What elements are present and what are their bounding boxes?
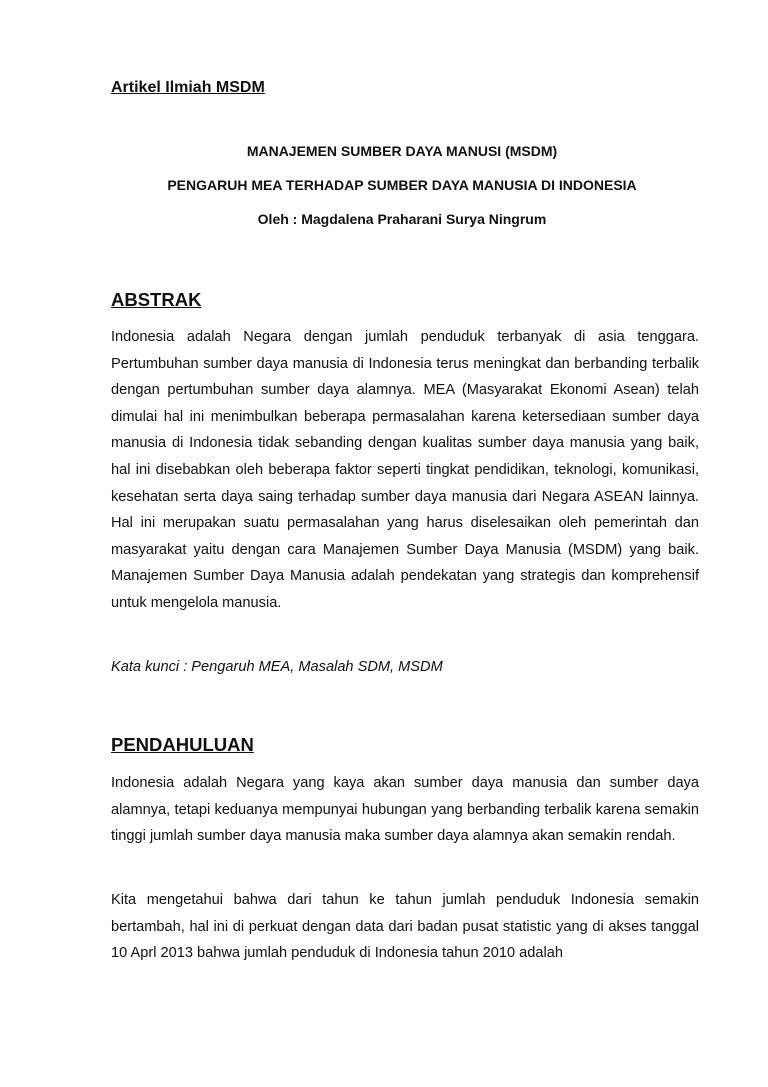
document-heading: PENGARUH MEA TERHADAP SUMBER DAYA MANUSIA DI INDONESIA (167, 177, 637, 193)
author-line: Oleh : Magdalena Praharani Surya Ningrum (257, 211, 547, 227)
document-subtitle: MANAJEMEN SUMBER DAYA MANUSI (MSDM) (246, 143, 558, 159)
introduction-paragraph-2: Kita mengetahui bahwa dari tahun ke tahun jumlah penduduk Indonesia semakin bertambah, hal ini di perkuat dengan data dari badan pusat statistic yang di akses tanggal 10 Aprl 2013 bahwa jumlah penduduk di Indonesia tahun 2010 adalah (111, 892, 699, 962)
abstract-heading: ABSTRAK (111, 289, 202, 310)
document-title: Artikel Ilmiah MSDM (111, 79, 265, 96)
abstract-body: Indonesia adalah Negara dengan jumlah penduduk terbanyak di asia tenggara. Pertumbuhan sumber daya manusia di Indonesia terus meningkat dan berbanding terbalik dengan pertumbuhan sumber daya alamnya. MEA (Masyarakat Ekonomi Asean) telah dimulai hal ini menimbulkan beberapa permasalahan karena ketersediaan sumber daya manusia di Indonesia tidak sebanding dengan kualitas sumber daya manusia yang baik, hal ini disebabkan oleh beberapa faktor seperti tingkat pendidikan, teknologi, komunikasi, kesehatan serta daya saing terhadap sumber daya manusia dari Negara ASEAN lainnya. Hal ini merupakan suatu permasalahan yang harus diselesaikan oleh pemerintah dan masyarakat yaitu dengan cara Manajemen Sumber Daya Manusia (MSDM) yang baik. Manajemen Sumber Daya Manusia adalah pendekatan yang strategis dan komprehensif untuk mengelola manusia. (111, 329, 699, 611)
introduction-heading: PENDAHULUAN (111, 734, 254, 755)
keywords-line: Kata kunci : Pengaruh MEA, Masalah SDM, MSDM (111, 659, 443, 675)
introduction-paragraph-1: Indonesia adalah Negara yang kaya akan sumber daya manusia dan sumber daya alamnya, tetapi keduanya mempunyai hubungan yang berbanding terbalik karena semakin tinggi jumlah sumber daya manusia maka sumber daya alamnya akan semakin rendah. (111, 775, 699, 845)
